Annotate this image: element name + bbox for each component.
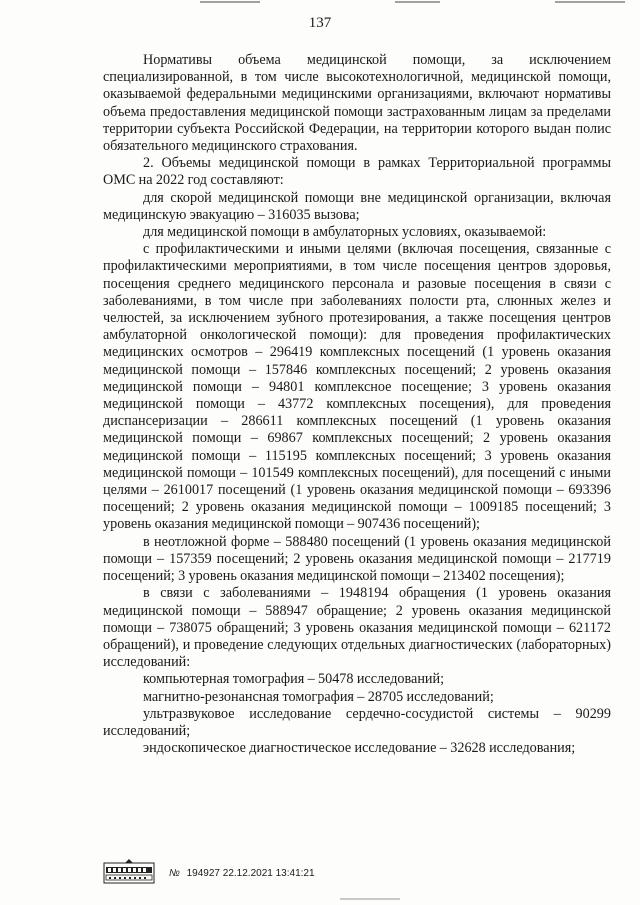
paragraph-ambulance: для скорой медицинской помощи вне медицинской организации, включая медицинскую эвакуацию – 316035 вызова;	[103, 189, 611, 223]
paragraph-norms-intro: Нормативы объема медицинской помощи, за исключением специализированной, в том числе высокотехнологичной, медицинской помощи, оказываемой федеральными медицинскими организациями, включают нормативы объема предоставления медицинской помощи застрахованным лицам за пределами территории субъекта Российской Федерации, на территории которого выдан полис обязательного медицинского страхования.	[103, 52, 611, 155]
paragraph-preventive-visits: с профилактическими и иными целями (включая посещения, связанные с профилактическими мероприятиями, в том числе посещения центров здоровья, посещения среднего медицинского персонала и разовые посещения в связи с заболеваниями, в том числе при заболеваниях полости рта, слюнных желез и челюстей, за исключением зубного протезирования, а также посещения центров амбулаторной онкологической помощи): для проведения профилактических медицинских осмотров – 296419 комплексных посещений (1 уровень оказания медицинской помощи – 157846 комплексных посещений; 2 уровень оказания медицинской помощи – 94801 комплексное посещение; 3 уровень оказания медицинской помощи – 43772 комплексных посещения), для проведения диспансеризации – 286611 комплексных посещений (1 уровень оказания медицинской помощи – 69867 комплексных посещений; 2 уровень оказания медицинской помощи – 115195 комплексных посещений; 3 уровень оказания медицинской помощи – 101549 комплексных посещений), для посещений с иными целями – 2610017 посещений (1 уровень оказания медицинской помощи – 693396 посещений; 2 уровень оказания медицинской помощи – 1009185 посещений; 3 уровень оказания медицинской помощи – 907436 посещений);	[103, 241, 611, 533]
paragraph-volumes-heading: 2. Объемы медицинской помощи в рамках Территориальной программы ОМС на 2022 год составляют:	[103, 155, 611, 189]
list-item-mri: магнитно-резонансная томография – 28705 исследований;	[143, 688, 494, 705]
registry-stamp-icon	[103, 858, 155, 884]
document-datetime: 22.12.2021 13:41:21	[222, 868, 315, 879]
document-id: 194927	[186, 868, 220, 879]
paragraph-outpatient-intro: для медицинской помощи в амбулаторных условиях, оказываемой:	[143, 224, 547, 241]
number-sign: №	[169, 868, 180, 879]
scan-artifact-top	[0, 0, 640, 6]
document-footer	[103, 858, 523, 888]
list-item-ct: компьютерная томография – 50478 исследований;	[143, 671, 445, 688]
paragraph-urgent-care: в неотложной форме – 588480 посещений (1 уровень оказания медицинской помощи – 157359 посещений; 2 уровень оказания медицинской помощи – 217719 посещений; 3 уровень оказания медицинской помощи – 213402 посещения);	[103, 533, 611, 585]
document-registration-stamp	[169, 868, 315, 879]
list-item-endoscopy: эндоскопическое диагностическое исследование – 32628 исследования;	[143, 740, 576, 757]
paragraph-illness-visits: в связи с заболеваниями – 1948194 обращения (1 уровень оказания медицинской помощи – 588947 обращение; 2 уровень оказания медицинской помощи – 738075 обращений; 3 уровень оказания медицинской помощи – 621172 обращений), и проведение следующих отдельных диагностических (лабораторных) исследований:	[103, 585, 611, 671]
document-body	[103, 52, 611, 757]
scan-artifact-bottom	[340, 898, 400, 900]
page-number: 137	[308, 15, 332, 31]
list-item-ultrasound: ультразвуковое исследование сердечно-сосудистой системы – 90299 исследований;	[103, 705, 611, 739]
